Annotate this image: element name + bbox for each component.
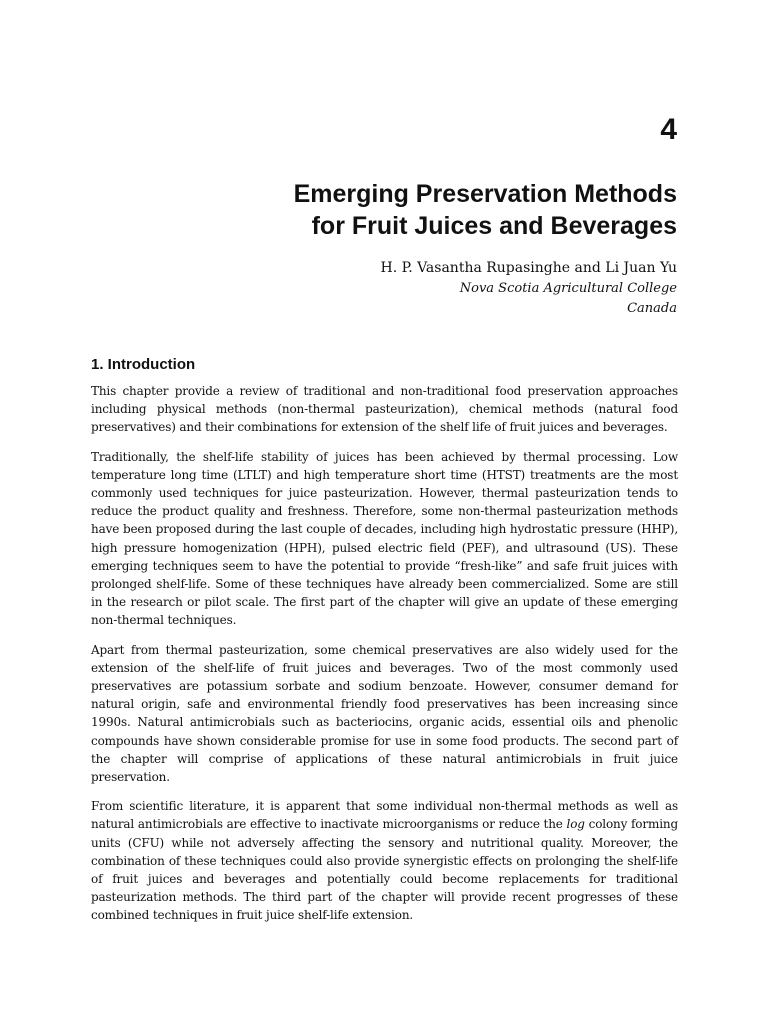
chapter-title-line-2: for Fruit Juices and Beverages [311,212,677,240]
chapter-number: 4 [660,113,677,146]
chapter-title-line-1: Emerging Preservation Methods [293,180,677,208]
chapter-title [77,178,677,242]
paragraph-1: This chapter provide a review of traditional and non-traditional food preservation approaches including physical methods (non-thermal pasteurization), chemical methods (natural food preservatives) and their combinations for extension of the shelf life of fruit juices and beverages. [91,384,678,435]
paragraph-4-part-1: From scientific literature, it is apparent that some individual non-thermal methods as well as natural antimicrobials are effective to inactivate microorganisms or reduce the [91,799,678,832]
paragraph-4 [91,797,678,924]
paragraph-3: Apart from thermal pasteurization, some chemical preservatives are also widely used for the extension of the shelf-life of fruit juices and beverages. Two of the most commonly used preservatives are potassium sorbate and sodium benzoate. However, consumer demand for natural origin, safe and environmental friendly food preservatives has been increasing since 1990s. Natural antimicrobials such as bacteriocins, organic acids, essential oils and phenolic compounds have shown considerable promise for use in some food products. The second part of the chapter will comprise of applications of these natural antimicrobials in fruit juice preservation. [91,642,678,785]
paragraph-2: Traditionally, the shelf-life stability of juices has been achieved by thermal processing. Low temperature long time (LTLT) and high temperature short time (HTST) treatments are the most commonly used techniques for juice pasteurization. However, thermal pasteurization tends to reduce the product quality and freshness. Therefore, some non-thermal pasteurization methods have been proposed during the last couple of decades, including high hydrostatic pressure (HHP), high pressure homogenization (HPH), pulsed electric field (PEF), and ultrasound (US). These emerging techniques seem to have the potential to provide “fresh-like” and safe fruit juices with prolonged shelf-life. Some of these techniques have already been commercialized. Some are still in the research or pilot scale. The first part of the chapter will give an update of these emerging non-thermal techniques. [91,449,678,628]
affiliation-country: Canada [627,301,677,316]
affiliation-institution: Nova Scotia Agricultural College [459,281,677,296]
paragraph-4-italic: log [566,817,585,832]
body-text [91,382,678,936]
paragraph-4-part-2: colony forming units (CFU) while not adversely affecting the sensory and nutritional quality. Moreover, the combination of these techniques could also provide synergistic effects on prolonging the shelf-life of fruit juices and beverages and potentially could become replacements for traditional pasteurization methods. The third part of the chapter will provide recent progresses of these combined techniques in fruit juice shelf-life extension. [91,817,678,923]
authors: H. P. Vasantha Rupasinghe and Li Juan Yu [380,260,677,276]
section-heading: 1. Introduction [91,356,196,373]
